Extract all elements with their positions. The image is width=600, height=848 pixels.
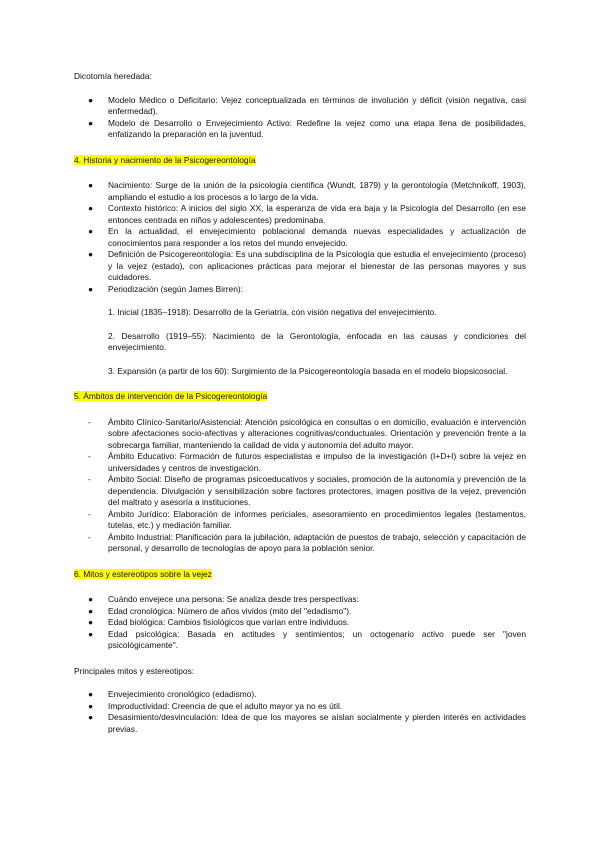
intro-label: Dicotomía heredada: [74, 71, 152, 81]
list-item: - Ámbito Jurídico: Elaboración de informes periciales, asesoramiento en procedimientos legales (testamentos, tutelas, etc.) y mediación familiar. [88, 508, 526, 530]
myths-label: Principales mitos y estereotipos: [74, 665, 195, 676]
list-item: - Ámbito Educativo: Formación de futuros especialistas e impulso de la investigación (I+D+I) sobre la vejez en universidades y centros de investigación. [88, 451, 526, 473]
list-item: ● Periodización (según James Birren): [88, 283, 243, 294]
section5-list [74, 417, 526, 555]
bullet-marker: ● [88, 594, 94, 604]
bullet-marker: ● [88, 628, 94, 639]
bullet-marker: ● [88, 203, 94, 213]
dash-marker: - [88, 474, 91, 484]
list-item: - Ámbito Social: Diseño de programas psicoeducativos y sociales, promoción de la autonomía y prevención de la dependencia. Divulgación y sensibilización sobre factores protectores, imagen positiva de la vejez, prevención del maltrato y asesoría a instituciones. [88, 474, 526, 507]
list-item: ● En la actualidad, el envejecimiento poblacional demanda nuevas especialidades y actualización de conocimientos para responder a los retos del mundo envejecido. [88, 226, 526, 248]
period-item: 3. Expansión (a partir de los 60): Surgimiento de la Psicogereontología basada en el modelo biopsicosocial. [108, 365, 508, 376]
list-item: ● Modelo Médico o Deficitario: Vejez conceptualizada en términos de involución y déficit (visión negativa, casi enfermedad). [88, 94, 526, 116]
period-item: 2. Desarrollo (1919–55): Nacimiento de la Gerontología, enfocada en las causas y condiciones del envejecimiento. [108, 330, 526, 352]
list-item: - Ámbito Industrial: Planificación para la jubilación, adaptación de puestos de trabajo, selección y capacitación de personal, y desarrollo de tecnologías de apoyo para la población senior. [88, 531, 526, 553]
intro-list [74, 95, 526, 141]
myths-list [74, 689, 526, 735]
list-item: ● Modelo de Desarrollo o Envejecimiento Activo: Redefine la vejez como una etapa llena de posibilidades, enfatizando la preparación en la juventud. [88, 117, 526, 139]
bullet-marker: ● [88, 180, 94, 190]
list-item: ● Improductividad: Creencia de que el adulto mayor ya no es útil. [88, 700, 343, 711]
bullet-marker: ● [88, 617, 94, 627]
list-item: ● Edad psicológica: Basada en actitudes y sentimientos; un octogenario activo puede ser "joven psicológicamente". [88, 628, 526, 650]
bullet-marker: ● [88, 283, 94, 294]
list-item: ● Cuándo envejece una persona: Se analiza desde tres perspectivas: [88, 594, 359, 604]
list-item: ● Nacimiento: Surge de la unión de la psicología científica (Wundt, 1879) y la gerontología (Metchnikoff, 1903), ampliando el estudio a los procesos a lo largo de la vida. [88, 180, 526, 202]
list-item: ● Edad cronológica: Número de años vividos (mito del "edadismo"). [88, 605, 352, 616]
dash-marker: - [88, 508, 91, 519]
list-item: ● Definición de Psicogereontología: Es una subdisciplina de la Psicología que estudia el envejecimiento (proceso) y la vejez (estado), con aplicaciones prácticas para mejorar el bienestar de las personas mayores y sus cuidadores. [88, 249, 526, 282]
dash-marker: - [88, 416, 91, 427]
section4-list [74, 180, 526, 295]
bullet-marker: ● [88, 689, 94, 699]
bullet-marker: ● [88, 117, 94, 128]
dash-marker: - [88, 451, 91, 461]
bullet-marker: ● [88, 94, 94, 105]
bullet-marker: ● [88, 712, 94, 722]
section-heading-6: 6. Mitos y estereotipos sobre la vejez [74, 568, 212, 579]
section-heading-4: 4. Historia y nacimiento de la Psicogereontología [74, 154, 256, 165]
list-item: - Ámbito Clínico-Sanitario/Asistencial: Atención psicológica en consultas o en domicilio, evaluación e intervención sobre afectaciones socio-afectivas y alteraciones cognitivas/conductuales. Orientación y prevención frente a la sobrecarga familiar, manteniendo la calidad de vida y autonomía del adulto mayor. [88, 416, 526, 450]
period-item: 1. Inicial (1835–1918): Desarrollo de la Geriatría, con visión negativa del envejecimiento. [108, 307, 437, 317]
section6-list [74, 594, 526, 652]
list-item: ● Contexto histórico: A inicios del siglo XX, la esperanza de vida era baja y la Psicología del Desarrollo (en ese entonces centrada en niños y adolescentes) predominaba. [88, 203, 526, 225]
bullet-marker: ● [88, 700, 94, 711]
section-heading-5: 5. Ámbitos de intervención de la Psicogereontología [74, 391, 268, 401]
list-item: ● Desasimiento/desvinculación: Idea de que los mayores se aíslan socialmente y pierden interés en actividades previas. [88, 712, 526, 734]
bullet-marker: ● [88, 605, 94, 616]
dash-marker: - [88, 531, 91, 542]
document-body [74, 71, 526, 735]
list-item: ● Edad biológica: Cambios fisiológicos que varían entre individuos. [88, 617, 350, 627]
list-item: ● Envejecimiento cronológico (edadismo). [88, 689, 257, 699]
bullet-marker: ● [88, 249, 94, 259]
bullet-marker: ● [88, 226, 94, 236]
